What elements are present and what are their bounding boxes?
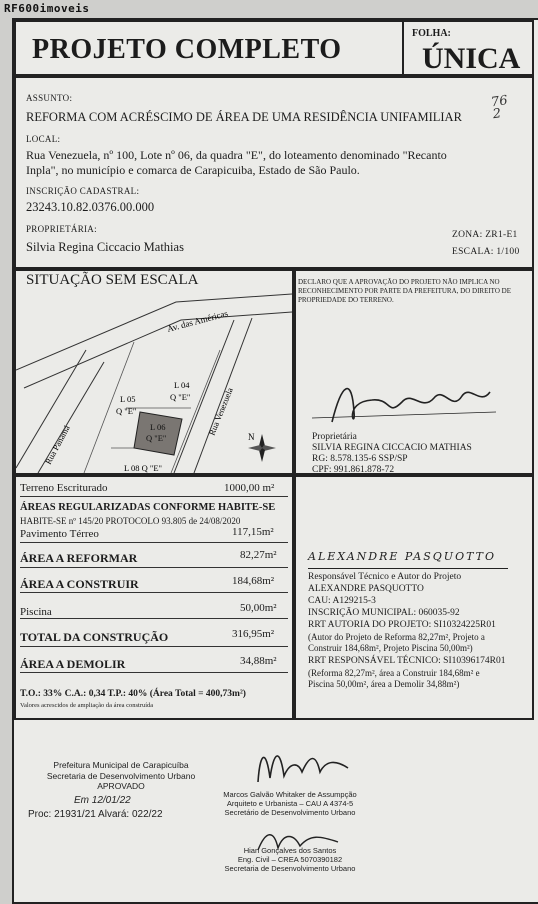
pavimento-label: Pavimento Térreo: [20, 528, 99, 540]
label-quadra05: Q "E": [116, 406, 137, 416]
owner-signature: [312, 372, 502, 432]
local-line2: Inpla", no município e comarca de Carapicuiba, Estado de São Paulo.: [26, 163, 360, 177]
construir-label: ÁREA A CONSTRUIR: [20, 577, 139, 591]
escala-label: ESCALA: 1/100: [452, 247, 520, 257]
inscricao-value: 23243.10.82.0376.00.000: [26, 200, 155, 214]
marcos-line2: Arquiteto e Urbanista – CAU A 4374-5: [226, 799, 354, 808]
terreno-label: Terreno Escriturado: [20, 482, 108, 494]
demolir-label: ÁREA A DEMOLIR: [20, 657, 126, 671]
hian-line1: Hian Gonçalves dos Santos: [243, 846, 337, 855]
declaracao-line2: RECONHECIMENTO POR PARTE DA PREFEITURA, DO DIREITO DE: [298, 287, 511, 295]
signature-line: [308, 568, 508, 569]
marcos-stamp: [210, 790, 370, 817]
resp-rrt-autoria: RRT AUTORIA DO PROJETO: SI10324225R01: [308, 620, 496, 630]
secretario-signature: [250, 742, 360, 792]
resp-cau: CAU: A129215-3: [308, 596, 376, 606]
divider: [20, 592, 288, 593]
watermark: RF600imoveis: [4, 2, 90, 15]
proprietaria-value: Silvia Regina Ciccacio Mathias: [26, 240, 184, 254]
piscina-label: Piscina: [20, 606, 52, 618]
resp-inscricao: INSCRIÇÃO MUNICIPAL: 060035-92: [308, 608, 460, 618]
zona-label: ZONA: ZR1-E1: [452, 230, 518, 240]
architect-signature: ALEXANDRE PASQUOTTO: [308, 550, 496, 563]
situation-map: [16, 290, 292, 473]
resp-rrt-autoria-l1: (Autor do Projeto de Reforma 82,27m², Projeto a: [308, 632, 485, 642]
proprietaria-label: PROPRIETÁRIA:: [26, 224, 97, 234]
assunto-text: REFORMA COM ACRÉSCIMO DE ÁREA DE UMA RESIDÊNCIA UNIFAMILIAR: [26, 110, 462, 124]
folha-label: FOLHA:: [412, 28, 451, 39]
label-lote06: L 06: [150, 422, 166, 432]
pavimento-value: 117,15m²: [232, 526, 274, 538]
resp-rrt-autoria-l2: Construir 184,68m², Projeto Piscina 50,00m²): [308, 643, 473, 653]
assunto-label: ASSUNTO:: [26, 93, 73, 103]
prefeitura-stamp: [26, 760, 216, 792]
local-line1: Rua Venezuela, nº 100, Lote nº 06, da quadra "E", do loteamento denominado "Recanto: [26, 148, 447, 162]
divider: [20, 618, 288, 619]
inscricao-label: INSCRIÇÃO CADASTRAL:: [26, 186, 140, 196]
label-quadra04: Q "E": [170, 392, 191, 402]
resp-role: Responsável Técnico e Autor do Projeto: [308, 572, 462, 582]
label-rua-panama: Rua Panamá: [42, 423, 72, 466]
marcos-line1: Marcos Galvão Whitaker de Assumpção: [223, 790, 357, 799]
declaracao-line1: DECLARO QUE A APROVAÇÃO DO PROJETO NÃO IMPLICA NO: [298, 278, 500, 286]
declaracao-rg: RG: 8.578.135-6 SSP/SP: [312, 454, 408, 464]
indices: T.O.: 33% C.A.: 0,34 T.P.: 40% (Área Total = 400,73m²): [20, 689, 246, 699]
label-north: N: [248, 432, 255, 442]
pref-line3: APROVADO: [97, 781, 145, 791]
resp-name: ALEXANDRE PASQUOTTO: [308, 584, 424, 594]
resp-rrt-resp-l2: Piscina 50,00m², área a Demolir 34,88m²): [308, 679, 460, 689]
declaracao-prop-name: SILVIA REGINA CICCACIO MATHIAS: [312, 443, 472, 453]
situacao-title: SITUAÇÃO SEM ESCALA: [26, 272, 199, 288]
local-label: LOCAL:: [26, 134, 61, 144]
total-label: TOTAL DA CONSTRUÇÃO: [20, 630, 169, 644]
reformar-label: ÁREA A REFORMAR: [20, 551, 138, 565]
indices-note: Valores acrescidos de ampliação da área construída: [20, 702, 154, 709]
approval-date: Em 12/01/22: [74, 795, 131, 806]
label-lote04: L 04: [174, 380, 190, 390]
approval-proc: Proc: 21931/21 Alvará: 022/22: [28, 809, 163, 820]
regularizadas-title: ÁREAS REGULARIZADAS CONFORME HABITE-SE: [20, 502, 276, 513]
title-box: [14, 20, 404, 76]
hian-stamp: [220, 846, 360, 873]
resp-rrt-resp: RRT RESPONSÁVEL TÉCNICO: SI10396174R01: [308, 656, 506, 666]
document-sheet: [12, 18, 538, 904]
label-rua-venezuela: Rua Venezuela: [206, 386, 235, 437]
construir-value: 184,68m²: [232, 575, 275, 587]
divider: [20, 542, 288, 543]
divider: [20, 672, 288, 673]
handwritten-note: 76 2: [490, 93, 509, 123]
label-av-americas: Av. das Américas: [165, 308, 229, 334]
marcos-line3: Secretário de Desenvolvimento Urbano: [224, 808, 356, 817]
hian-line2: Eng. Civil – CREA 5070390182: [237, 855, 343, 864]
total-value: 316,95m²: [232, 628, 275, 640]
declaracao-line3: PROPRIEDADE DO TERRENO.: [298, 296, 394, 304]
reformar-value: 82,27m²: [240, 549, 277, 561]
label-lote05: L 05: [120, 394, 136, 404]
pref-line1: Prefeitura Municipal de Carapicuíba: [53, 760, 189, 770]
divider: [20, 646, 288, 647]
pref-line2: Secretaria de Desenvolvimento Urbano: [46, 770, 196, 781]
document-title: PROJETO COMPLETO: [32, 34, 342, 65]
hian-line3: Secretaria de Desenvolvimento Urbano: [224, 864, 356, 873]
piscina-value: 50,00m²: [240, 602, 277, 614]
habite-se: HABITE-SE nº 145/20 PROTOCOLO 93.805 de 24/08/2020: [20, 516, 241, 526]
demolir-value: 34,88m²: [240, 655, 277, 667]
divider: [20, 567, 288, 568]
declaracao-cpf: CPF: 991.861.878-72: [312, 465, 395, 475]
divider: [20, 496, 288, 497]
terreno-value: 1000,00 m²: [224, 482, 275, 494]
folha-value: ÚNICA: [422, 42, 521, 75]
declaracao-prop-label: Proprietária: [312, 432, 357, 442]
label-lote08: L 08 Q "E": [124, 463, 163, 473]
label-quadra06: Q "E": [146, 433, 167, 443]
resp-rrt-resp-l1: (Reforma 82,27m², área a Construir 184,68m² e: [308, 668, 480, 678]
